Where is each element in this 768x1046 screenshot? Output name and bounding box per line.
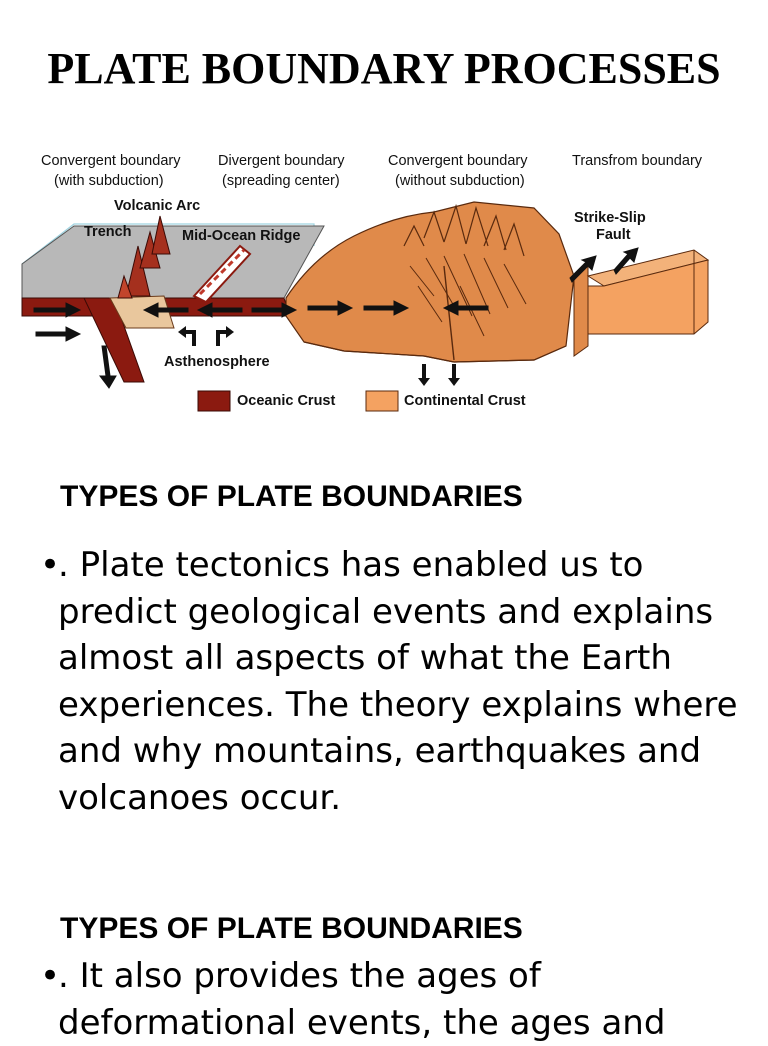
bullet-paragraph-2 — [40, 953, 740, 1046]
bullet-dot: • — [40, 956, 61, 996]
legend-swatch-continental — [366, 391, 398, 411]
label-asthenosphere: Asthenosphere — [164, 354, 270, 370]
label-divergent-1: Divergent boundary — [218, 153, 345, 169]
label-convergent-sub-2: (with subduction) — [54, 173, 164, 189]
label-strike-slip-2: Fault — [596, 227, 631, 243]
label-convergent-nosub-1: Convergent boundary — [388, 153, 528, 169]
page-title: PLATE BOUNDARY PROCESSES — [47, 44, 721, 93]
bullet-paragraph-1 — [40, 542, 740, 821]
label-convergent-nosub-2: (without subduction) — [395, 173, 525, 189]
bullet-text-2: . It also provides the ages of deformational events, the ages and — [58, 956, 666, 1043]
section-heading-2: TYPES OF PLATE BOUNDARIES — [60, 912, 523, 945]
label-divergent-2: (spreading center) — [222, 173, 340, 189]
bullet-dot: • — [40, 545, 61, 585]
label-volcanic-arc: Volcanic Arc — [114, 198, 201, 214]
bullet-text-1: . Plate tectonics has enabled us to predict geological events and explains almost all aspects of what the Earth experiences. The theory explains where and why mountains, earthquakes and volcanoes occur. — [58, 545, 738, 818]
label-strike-slip-1: Strike-Slip — [574, 210, 646, 226]
section-heading-1: TYPES OF PLATE BOUNDARIES — [60, 480, 523, 513]
legend-label-continental: Continental Crust — [404, 393, 526, 409]
plate-boundary-diagram — [14, 146, 754, 422]
label-trench: Trench — [84, 224, 132, 240]
legend-swatch-oceanic — [198, 391, 230, 411]
legend-label-oceanic: Oceanic Crust — [237, 393, 336, 409]
label-transform: Transfrom boundary — [572, 153, 703, 169]
label-convergent-sub-1: Convergent boundary — [41, 153, 181, 169]
label-mid-ocean-ridge: Mid-Ocean Ridge — [182, 228, 301, 244]
